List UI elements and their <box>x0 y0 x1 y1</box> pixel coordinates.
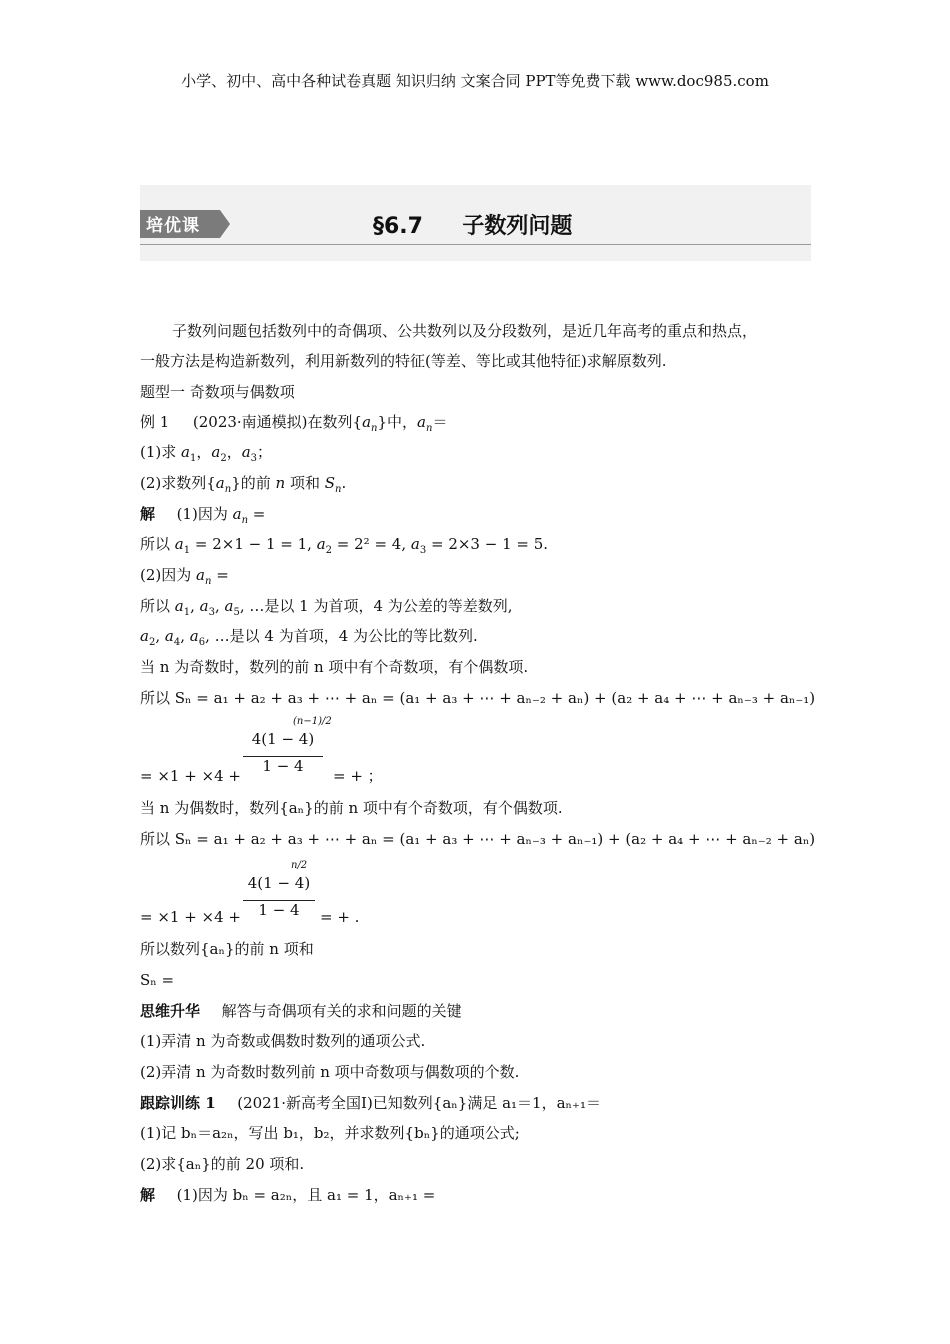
frac-even-num: 4(1 − 4 <box>247 874 305 892</box>
intro-line-1: 子数列问题包括数列中的奇偶项、公共数列以及分段数列，是近几年高考的重点和热点， <box>172 322 758 340</box>
frac-even-exp: n/2 <box>291 860 308 871</box>
result-odd-right: = + ； <box>333 767 383 785</box>
odd-case: 当 n 为奇数时，数列的前 n 项中有个奇数项，有个偶数项. <box>140 658 529 676</box>
conclusion-1: 所以数列{aₙ}的前 n 项和 <box>140 940 314 958</box>
practice-q2: (2)求{aₙ}的前 20 项和. <box>140 1155 305 1173</box>
solution-p1: (1)因为 <box>176 505 233 523</box>
frac-odd-exp: (n−1)/2 <box>293 716 332 727</box>
fraction-odd-bar: 1 − 4 <box>243 756 323 775</box>
frac-odd-num: 4(1 − 4 <box>251 730 309 748</box>
solution-p2: (2)因为 <box>140 566 197 584</box>
sum-even: 所以 Sₙ = a₁ + a₂ + a₃ + ⋯ + aₙ = (a₁ + a₃ + ⋯ + aₙ₋₃ + aₙ₋₁) + (a₂ + a₄ + ⋯ + aₙ₋₂ + aₙ) <box>140 830 816 848</box>
section-title: 子数列问题 <box>462 214 573 239</box>
q1-head: (1)求 <box>140 443 182 461</box>
insight-point-2: (2)弄清 n 为奇数时数列前 n 项中奇数项与偶数项的个数. <box>140 1063 520 1081</box>
practice-solution-label: 解 <box>140 1186 156 1204</box>
insight-title: 思维升华 <box>140 1002 201 1020</box>
q2-head: (2)求数列{ <box>140 474 216 492</box>
l1-math3: = 2×3 − 1 = 5. <box>426 535 549 553</box>
insight-point-1: (1)弄清 n 为奇数或偶数时数列的通项公式. <box>140 1032 426 1050</box>
practice-solution-text: (1)因为 bₙ = a₂ₙ，且 a₁ = 1，aₙ₊₁ = <box>176 1186 436 1204</box>
badge-label: 培优课 <box>146 216 200 236</box>
example-1: 例 1 (2023·南通模拟)在数列$\{a_n\}$中，$a_n=$ <box>140 413 448 434</box>
solution-2: (2)因为 $a_n$ = <box>140 566 229 587</box>
q2-mid: }的前 <box>231 474 276 492</box>
sum-odd: 所以 Sₙ = a₁ + a₂ + a₃ + ⋯ + aₙ = (a₁ + a₃ + ⋯ + aₙ₋₂ + aₙ) + (a₂ + a₄ + ⋯ + aₙ₋₃ + aₙ₋₁) <box>140 689 816 707</box>
even-terms-text: …是以 4 为首项，4 为公比的等比数列. <box>214 627 478 645</box>
practice <box>140 1093 601 1113</box>
practice-label: 跟踪训练 1 <box>140 1094 216 1112</box>
conclusion-2: Sₙ = <box>140 971 175 989</box>
header-rule <box>140 244 811 245</box>
result-even-right: = + . <box>320 908 360 926</box>
result-even-left: = ×1 + ×4 + <box>140 908 242 926</box>
question-1: (1)求 $a_1$，$a_2$，$a_3$； <box>140 443 273 464</box>
fraction-even-bar: 1 − 4 <box>243 900 315 919</box>
question-2: (2)求数列$\{a_n\}$的前 n 项和 $S_n$. <box>140 474 347 495</box>
q2-tail: 项和 <box>285 474 325 492</box>
top-banner: 小学、初中、高中各种试卷真题 知识归纳 文案合同 PPT等免费下载 www.doc985.com <box>181 72 769 90</box>
l1-math: = 2×1 − 1 = 1, <box>190 535 317 553</box>
solution-1: 解 (1)因为 $a_n$ = <box>140 505 266 526</box>
fraction-odd: 4(1 − 4) (n−1)/2 1 − 4 <box>243 730 323 775</box>
example-source: (2023·南通模拟)在数列{ <box>192 413 363 431</box>
odd-terms-text: …是以 1 为首项，4 为公差的等差数列, <box>249 597 513 615</box>
even-case: 当 n 为偶数时，数列{aₙ}的前 n 项中有个奇数项，有个偶数项. <box>140 799 563 817</box>
type-heading: 题型一 奇数项与偶数项 <box>140 383 295 401</box>
example-label: 例 1 <box>140 413 170 431</box>
l1-head: 所以 <box>140 535 175 553</box>
result-odd-left: = ×1 + ×4 + <box>140 767 242 785</box>
solution-label: 解 <box>140 505 156 523</box>
practice-solution <box>140 1185 435 1205</box>
insight <box>140 1001 462 1021</box>
intro-line-2: 一般方法是构造新数列，利用新数列的特征(等差、等比或其他特征)求解原数列. <box>140 352 667 370</box>
practice-text: (2021·新高考全国Ⅰ)已知数列{aₙ}满足 a₁＝1，aₙ₊₁＝ <box>237 1094 601 1112</box>
odd-terms-line: 所以 $a_1$, $a_3$, $a_5$, …是以 1 为首项，4 为公差的等差数列, <box>140 597 513 618</box>
l1-math2: = 2² = 4, <box>332 535 411 553</box>
example-tail: }中， <box>377 413 418 431</box>
practice-q1: (1)记 bₙ＝a₂ₙ，写出 b₁，b₂，并求数列{bₙ}的通项公式; <box>140 1124 520 1142</box>
insight-text: 解答与奇偶项有关的求和问题的关键 <box>221 1002 462 1020</box>
page-title <box>373 209 572 240</box>
section-number: §6.7 <box>373 214 423 239</box>
solution-values: 所以 $a_1 = 2\times 1 - 1 = 1$, $a_2 = 2^2 = 4$, $a_3 = 2\times 3 - 1 = 5$. <box>140 535 549 556</box>
even-terms-line: $a_2$, $a_4$, $a_6$, …是以 4 为首项，4 为公比的等比数列. <box>140 627 478 648</box>
fraction-even: 4(1 − 4) n/2 1 − 4 <box>243 874 315 919</box>
